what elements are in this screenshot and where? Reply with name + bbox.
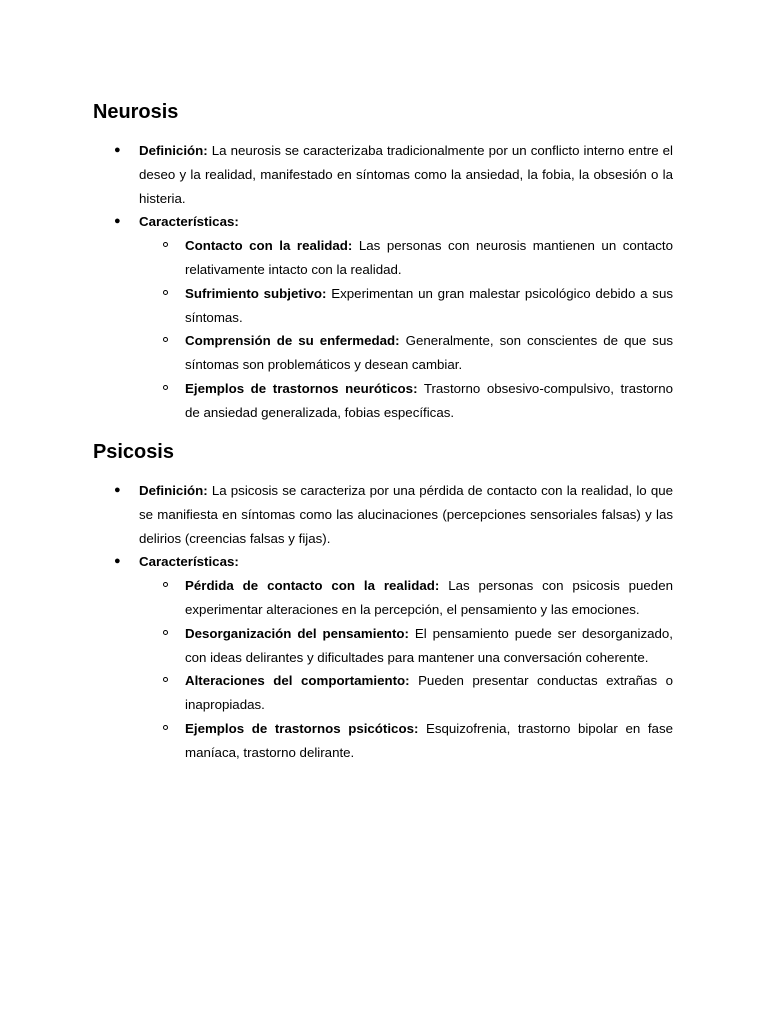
hollow-bullet-icon bbox=[163, 385, 168, 390]
item-text: Pueden presentar conductas extrañas o inapropiadas. bbox=[185, 673, 673, 713]
filled-bullet-icon: ● bbox=[114, 555, 121, 568]
item-term: Contacto con la realidad: bbox=[185, 238, 353, 254]
list-item-characteristics bbox=[93, 210, 673, 424]
section-heading: Neurosis bbox=[93, 101, 179, 123]
sub-list-item bbox=[139, 717, 673, 765]
list-item-characteristics bbox=[93, 550, 673, 764]
item-term: Definición: bbox=[139, 143, 208, 158]
item-text: El pensamiento puede ser desorganizado, con ideas delirantes y dificultades para mantener una conversación coherente. bbox=[185, 625, 673, 665]
item-text: Las personas con neurosis mantienen un contacto relativamente intacto con la realidad. bbox=[185, 238, 673, 277]
filled-bullet-icon: ● bbox=[114, 144, 121, 156]
section-neurosis bbox=[93, 100, 674, 420]
hollow-bullet-icon bbox=[163, 630, 168, 635]
item-term: Ejemplos de trastornos psicóticos: bbox=[185, 720, 419, 736]
item-term: Definición: bbox=[139, 483, 208, 498]
bullet-list bbox=[93, 479, 673, 765]
item-text: La neurosis se caracterizaba tradicionalmente por un conflicto interno entre el deseo y la realidad, manifestado en síntomas como la ansiedad, la fobia, la obsesión o la histeria. bbox=[139, 143, 673, 206]
section-psicosis bbox=[93, 440, 674, 760]
item-term: Características: bbox=[139, 214, 239, 230]
sub-bullet-list bbox=[139, 234, 673, 424]
hollow-bullet-icon bbox=[163, 725, 168, 730]
item-term: Alteraciones del comportamiento: bbox=[185, 673, 410, 689]
list-item-definition bbox=[93, 479, 673, 550]
sub-bullet-list bbox=[139, 574, 673, 764]
item-term: Sufrimiento subjetivo: bbox=[185, 285, 327, 301]
sub-list-item bbox=[139, 574, 673, 622]
sub-list-item bbox=[139, 669, 673, 717]
sub-list-item bbox=[139, 377, 673, 425]
item-text: Experimentan un gran malestar psicológico debido a sus síntomas. bbox=[185, 285, 674, 325]
item-text: Las personas con psicosis pueden experimentar alteraciones en la percepción, el pensamiento y las emociones. bbox=[185, 578, 673, 617]
list-item-definition bbox=[93, 139, 673, 210]
item-text: Trastorno obsesivo-compulsivo, trastorno de ansiedad generalizada, fobias específicas. bbox=[185, 380, 673, 420]
sub-list-item bbox=[139, 234, 673, 282]
sub-list-item bbox=[139, 282, 673, 330]
hollow-bullet-icon bbox=[163, 242, 168, 247]
section-heading: Psicosis bbox=[93, 441, 174, 463]
hollow-bullet-icon bbox=[163, 582, 168, 587]
item-text: Esquizofrenia, trastorno bipolar en fase maníaca, trastorno delirante. bbox=[185, 720, 673, 760]
hollow-bullet-icon bbox=[163, 677, 168, 682]
hollow-bullet-icon bbox=[163, 337, 168, 342]
sub-list-item bbox=[139, 329, 673, 377]
item-term: Comprensión de su enfermedad: bbox=[185, 333, 400, 349]
item-term: Pérdida de contacto con la realidad: bbox=[185, 578, 440, 594]
item-text: Generalmente, son conscientes de que sus síntomas son problemáticos y desean cambiar. bbox=[185, 333, 673, 373]
sub-list-item bbox=[139, 622, 673, 670]
bullet-list bbox=[93, 139, 673, 425]
item-text: La psicosis se caracteriza por una pérdida de contacto con la realidad, lo que se manifiesta en síntomas como las alucinaciones (percepciones sensoriales falsas) y las delirios (creencias falsas y fijas). bbox=[139, 483, 674, 546]
filled-bullet-icon: ● bbox=[114, 484, 121, 496]
hollow-bullet-icon bbox=[163, 290, 168, 295]
filled-bullet-icon: ● bbox=[114, 215, 121, 228]
item-term: Desorganización del pensamiento: bbox=[185, 625, 409, 641]
item-term: Características: bbox=[139, 554, 239, 570]
item-term: Ejemplos de trastornos neuróticos: bbox=[185, 380, 418, 396]
